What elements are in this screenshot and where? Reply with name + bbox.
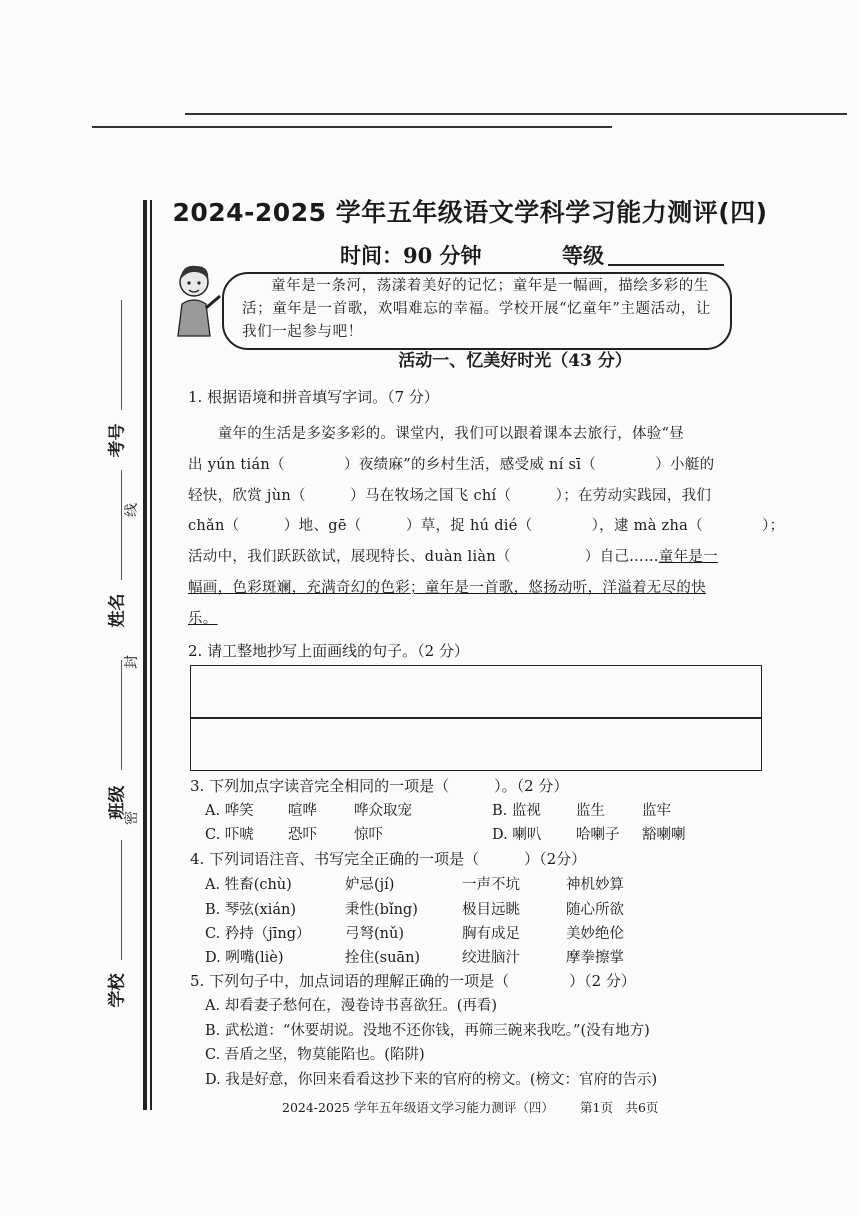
q4-option: C. 矜持（jīng）	[205, 926, 311, 942]
q3-option: A. 哗笑	[205, 803, 254, 819]
school-label: 学校	[107, 973, 128, 1008]
q5-option: C. 吾盾之坚，物莫能陷也。(陷阱)	[205, 1047, 425, 1063]
intro-text: 童年是一条河，荡漾着美好的记忆；童年是一幅画，描绘多彩的生活；童年是一首歌，欢唱难忘的幸福。学校开展“忆童年”主题活动，让我们一起参与吧！	[242, 278, 712, 340]
q4-option: 胸有成足	[462, 926, 520, 942]
q4-stem: 4. 下列词语注音、书写完全正确的一项是（ ）（2分）	[190, 850, 587, 868]
scan-line-lower	[92, 126, 612, 128]
q1-line: 轻快，欣赏 jùn（ ）马在牧场之国飞 chí（ ）；在劳动实践园，我们	[188, 487, 712, 504]
cut-secret-mark: 密	[124, 811, 140, 825]
scan-line-top	[185, 113, 847, 115]
exam-no-blank	[121, 300, 122, 410]
q3-stem: 3. 下列加点字读音完全相同的一项是（ ）。（2 分）	[190, 777, 569, 795]
footer-exam-title: 2024-2025 学年五年级语文学习能力测评（四）	[282, 1100, 554, 1115]
binding-rule-thick	[143, 200, 147, 1110]
q3-option: 恐吓	[288, 827, 317, 843]
q4-option: 美妙绝伦	[566, 926, 624, 942]
q4-option: 妒忌(jí)	[345, 877, 395, 893]
q4-option: A. 牲畜(chù)	[205, 877, 292, 893]
q1-line: 出 yún tián（ ）夜绩麻”的乡村生活，感受威 ní sī（ ）小艇的	[188, 456, 715, 473]
page-title: 2024-2025 学年五年级语文学科学习能力测评(四)	[172, 198, 768, 227]
time-label: 时间：90 分钟	[340, 243, 482, 268]
class-blank	[121, 660, 122, 770]
q4-option: 绞进脑汁	[462, 950, 520, 966]
child-mascot-icon	[170, 262, 224, 338]
cut-seal-mark: 封	[124, 655, 140, 669]
q3-option: C. 吓唬	[205, 827, 254, 843]
q3-option: 豁喇喇	[642, 827, 686, 843]
q1-line: 童年的生活是多姿多彩的。课堂内，我们可以跟着课本去旅行，体验“昼	[188, 426, 685, 442]
q4-option: D. 咧嘴(liè)	[205, 950, 284, 966]
exam-no-label: 考号	[107, 423, 128, 458]
q4-option: B. 琴弦(xián)	[205, 902, 296, 918]
name-blank	[121, 470, 122, 580]
q1-line: 活动中，我们跃跃欲试，展现特长、duàn liàn（ ）自己……童年是一	[188, 549, 718, 566]
q3-option: 惊吓	[354, 827, 383, 843]
q5-stem: 5. 下列句子中，加点词语的理解正确的一项是（ ）（2 分）	[190, 972, 636, 990]
q4-option: 摩拳擦掌	[566, 950, 624, 966]
underlined-sentence: 童年是一	[658, 549, 718, 566]
q4-option: 神机妙算	[566, 877, 624, 893]
q5-option: B. 武松道：“休要胡说。没地不还你钱，再筛三碗来我吃。”(没有地方)	[205, 1023, 650, 1039]
binding-rule-thin	[150, 200, 152, 1110]
cut-line-mark: 线	[124, 503, 140, 517]
q4-option: 拴住(suān)	[345, 950, 421, 966]
q4-option: 一声不坑	[462, 877, 520, 893]
q3-option: 哈喇子	[576, 827, 620, 843]
q4-option: 弓弩(nǔ)	[345, 926, 404, 942]
q4-option: 秉性(bǐng)	[345, 902, 418, 918]
q3-option: 监牢	[642, 803, 671, 819]
q3-option: D. 喇叭	[492, 827, 542, 843]
q3-option: 监生	[576, 803, 605, 819]
q4-option: 随心所欲	[566, 902, 624, 918]
q5-option: A. 却看妻子愁何在，漫卷诗书喜欲狂。(再看)	[205, 998, 498, 1014]
grade-blank[interactable]	[608, 264, 724, 266]
q1-stem: 1. 根据语境和拼音填写字词。（7 分）	[188, 388, 439, 406]
underlined-sentence: 乐。	[188, 610, 218, 627]
q3-option: 哗众取宠	[354, 803, 412, 819]
q2-stem: 2. 请工整地抄写上面画线的句子。（2 分）	[188, 642, 469, 660]
q1-line: chǎn（ ）地、gē（ ）草，捉 hú dié（ ），逮 mà zha（ ）；	[188, 518, 785, 535]
grade-label: 等级	[562, 243, 604, 268]
footer-page-number: 第1页 共6页	[580, 1100, 659, 1115]
underlined-sentence: 幅画，色彩斑斓，充满奇幻的色彩；童年是一首歌，悠扬动听，洋溢着无尽的快	[188, 579, 706, 596]
q3-option: B. 监视	[492, 803, 541, 819]
name-label: 姓名	[107, 593, 128, 628]
q1-passage	[188, 419, 785, 635]
q3-option: 喧哗	[288, 803, 317, 819]
answer-box-divider	[190, 717, 762, 719]
section-title: 活动一、忆美好时光（43 分）	[398, 351, 632, 371]
class-label: 班级	[107, 785, 128, 820]
q4-option: 极目远眺	[462, 902, 520, 918]
school-blank	[121, 840, 122, 960]
q5-option: D. 我是好意，你回来看看这抄下来的官府的榜文。(榜文：官府的告示)	[205, 1072, 658, 1088]
